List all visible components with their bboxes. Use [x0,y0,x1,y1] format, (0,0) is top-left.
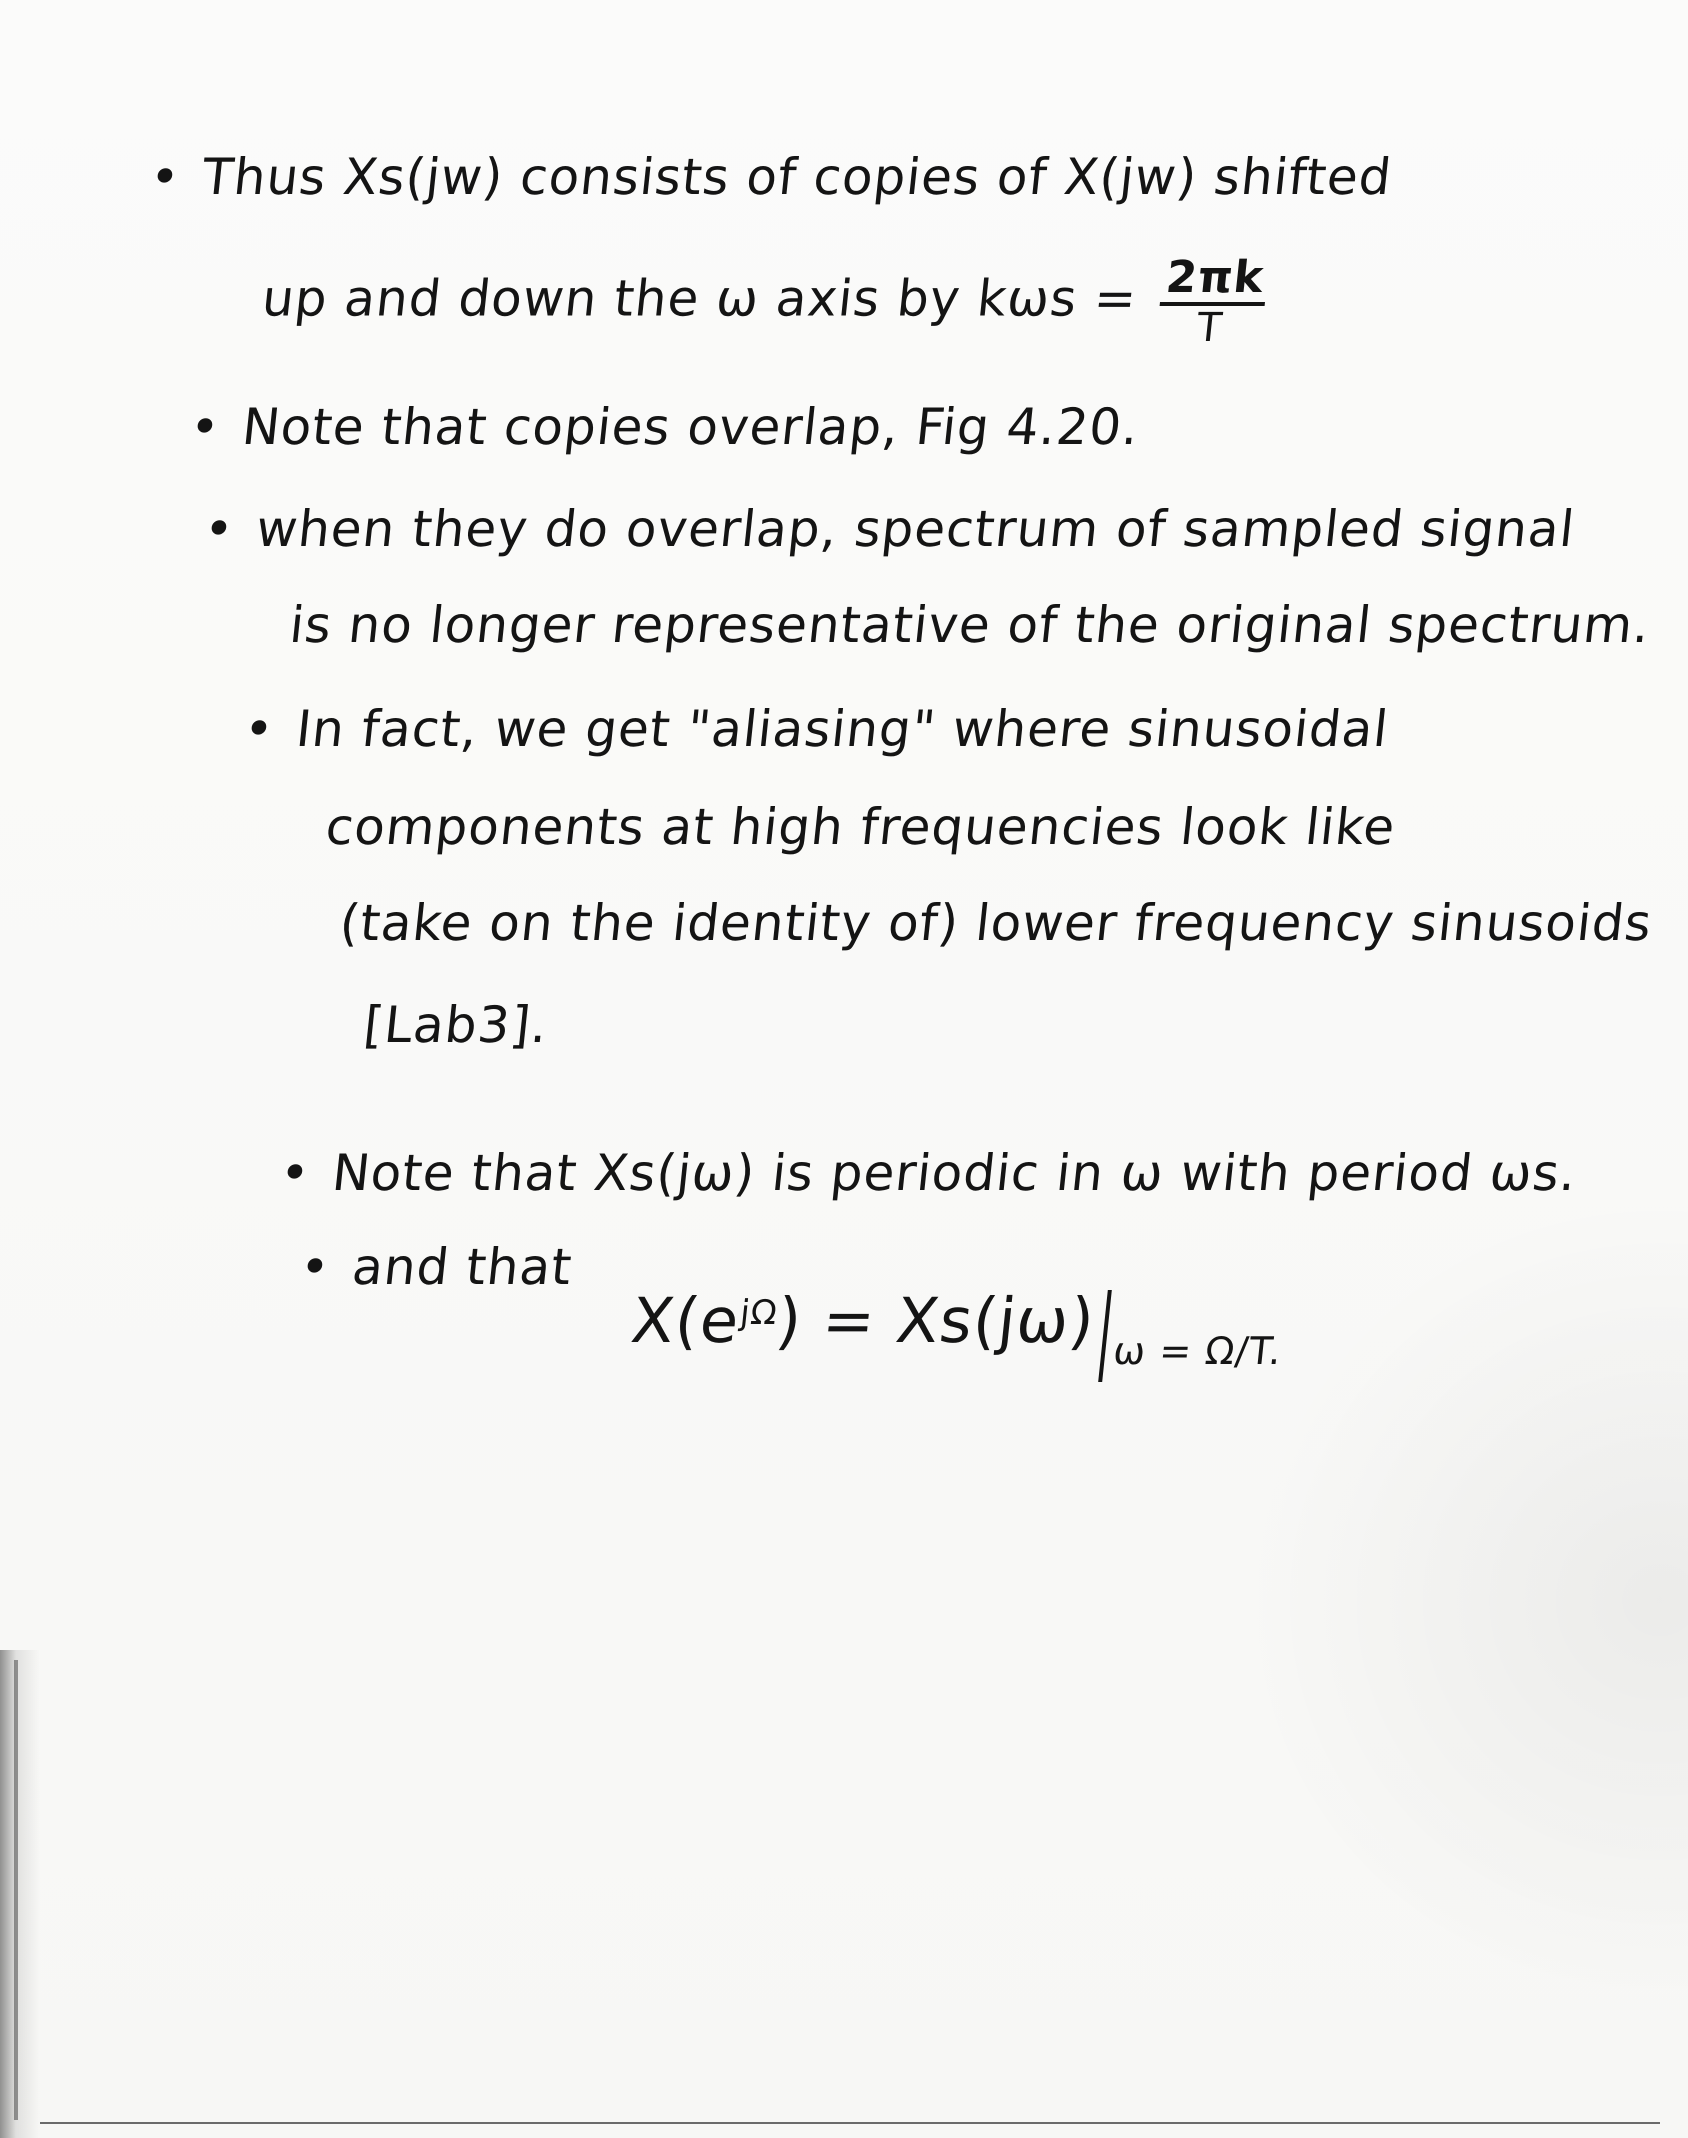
note-line-11 [296,1238,576,1296]
scan-shadow [0,1650,40,2138]
note-text: (take on the identity of) lower frequency sinusoids [336,894,1655,952]
equation-lhs: X(e [627,1284,744,1357]
note-text: is no longer representative of the original spectrum. [286,596,1654,654]
evaluation-bar [1098,1290,1112,1382]
note-line-2 [257,252,1270,351]
bullet: • [146,148,184,206]
bullet: • [240,700,278,758]
note-text: [Lab3]. [360,996,552,1054]
note-line-6 [240,700,1392,758]
fraction-denominator: T [1194,305,1225,351]
note-text: and that [349,1238,576,1296]
note-line-9 [360,996,552,1054]
note-line-5 [286,596,1654,654]
bottom-rule [40,2122,1660,2124]
bullet: • [200,500,238,558]
note-text: when they do overlap, spectrum of sampled signal [253,500,1578,558]
note-text: Note that copies overlap, Fig 4.20. [239,398,1143,456]
note-line-1 [146,148,1395,206]
bullet: • [296,1238,334,1296]
note-line-4 [200,500,1578,558]
note-line-10 [276,1144,1580,1202]
fraction-numerator: 2πk [1159,256,1270,306]
equation-middle: ) = Xs(jω) [773,1284,1099,1357]
note-text: components at high frequencies look like [322,798,1399,856]
note-text: Thus Xs(jw) consists of copies of X(jw) shifted [199,148,1395,206]
scan-edge-line [14,1660,18,2120]
fraction-2pik-over-t [1155,252,1270,351]
bullet: • [186,398,224,456]
equation-subscript: ω = Ω/T. [1111,1329,1285,1373]
note-text: Note that Xs(jω) is periodic in ω with period ωs. [329,1144,1580,1202]
equation [625,1284,1288,1382]
note-line-7 [322,798,1399,856]
note-text: In fact, we get "aliasing" where sinusoidal [293,700,1392,758]
bullet: • [276,1144,314,1202]
note-line-3 [186,398,1143,456]
equation-superscript: jΩ [738,1293,780,1333]
note-line-8 [336,894,1655,952]
note-text: up and down the ω axis by kωs = [259,269,1141,328]
